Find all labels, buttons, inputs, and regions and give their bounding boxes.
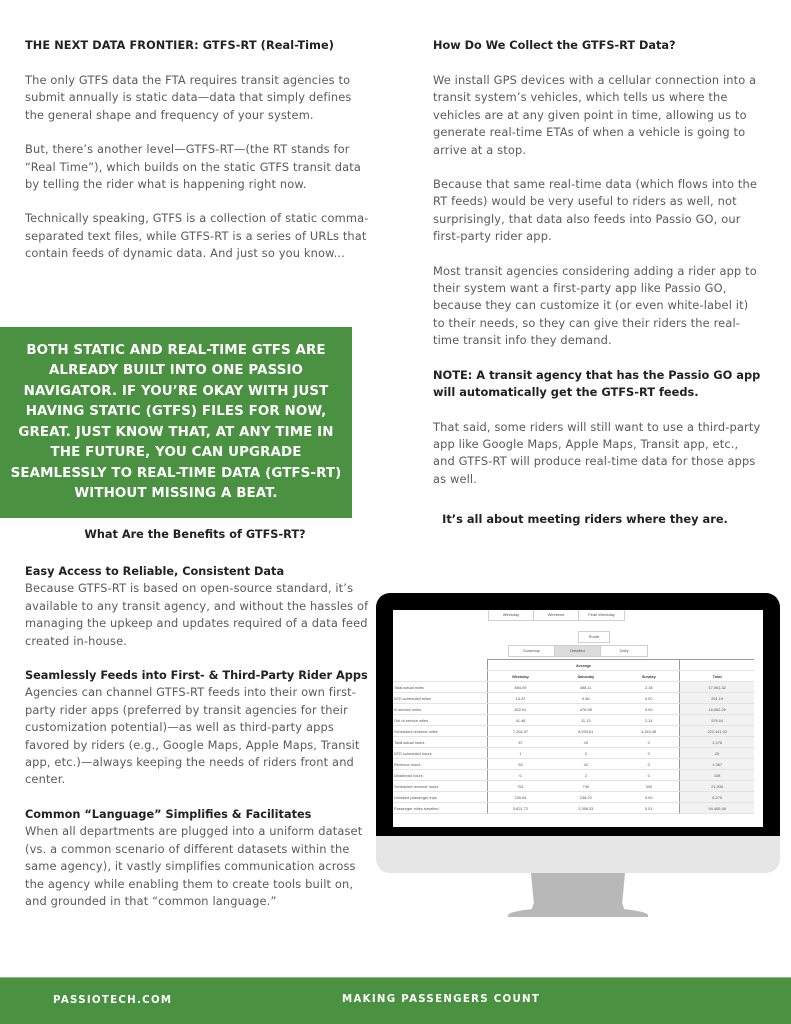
cell-weekday: 7,264.37 [487, 726, 553, 737]
row-label: Unlinked passenger trips [393, 792, 487, 803]
row-label: NTD scheduled hours [393, 748, 487, 759]
table-row [393, 693, 754, 704]
tagline: It’s all about meeting riders where they are. [442, 512, 728, 526]
cell-saturday: 2 [553, 770, 618, 781]
cell-weekday: 6 [487, 770, 553, 781]
section-heading-collect-data: How Do We Collect the GTFS-RT Data? [433, 39, 676, 52]
cell-saturday: 43 [553, 737, 618, 748]
table-row [393, 726, 754, 737]
table-row [393, 781, 754, 792]
cell-saturday: 488.11 [553, 682, 618, 693]
cell-total: 25 [680, 748, 754, 759]
table-row [393, 682, 754, 693]
report-table [393, 659, 754, 814]
table-row [393, 792, 754, 803]
cell-total: 222,441.03 [680, 726, 754, 737]
benefit-item [25, 667, 370, 789]
cell-saturday: 0 [553, 748, 618, 759]
monitor-screen [393, 610, 763, 827]
table-row [393, 715, 754, 726]
cell-weekday: 864.09 [487, 682, 553, 693]
cell-sunday: 0.00 [618, 704, 680, 715]
cell-saturday: 0.56 [553, 693, 618, 704]
cell-sunday: 0 [618, 770, 680, 781]
cell-saturday: 42 [553, 759, 618, 770]
row-label: Passenger miles travelled [393, 803, 487, 814]
row-label: Scheduled revenue hours [393, 781, 487, 792]
benefits-list [25, 563, 370, 927]
column-header-weekday: Weekday [487, 671, 553, 682]
day-filter-weekday[interactable]: Weekday [489, 610, 534, 620]
report-table-body [393, 682, 754, 814]
cell-total: 108 [680, 770, 754, 781]
cell-weekday: 822.61 [487, 704, 553, 715]
table-row [393, 770, 754, 781]
cell-weekday: 53 [487, 759, 553, 770]
callout-text: BOTH STATIC AND REAL-TIME GTFS ARE ALREADY BUILT INTO ONE PASSIO NAVIGATOR. IF YOU’RE OKAY WITH JUST HAVING STATIC (GTFS) FILES FOR NOW, GREAT. JUST KNOW THAT, AT ANY TIME IN THE FUTURE, YOU CAN UPGRADE SEAMLESSLY TO REAL-TIME DATA (GTFS-RT) WITHOUT MISSING A BEAT. [10, 342, 342, 501]
column-header-saturday: Saturday [553, 671, 618, 682]
cell-saturday: 476.98 [553, 704, 618, 715]
average-group-header: Average [487, 660, 680, 671]
cell-total: 1,367 [680, 759, 754, 770]
cell-sunday: 2.18 [618, 682, 680, 693]
cell-weekday: 230.64 [487, 792, 553, 803]
paragraph-technically-speaking: Technically speaking, GTFS is a collection of static comma-separated text files, while GTFS-RT is a series of URLs that contain feeds of dynamic data. And just so you know... [25, 211, 369, 261]
monitor-stand-base [508, 907, 648, 917]
monitor-chin [376, 836, 780, 873]
row-label: Revenue hours [393, 759, 487, 770]
benefit-text: Because GTFS-RT is based on open-source standard, it’s available to any transit agency, and without the hassles of managing the upkeep and updates required of a data feed created in-house. [25, 581, 369, 648]
cell-total: 94,465.48 [680, 803, 754, 814]
left-column [25, 39, 370, 263]
column-header-sunday: Sunday [618, 671, 680, 682]
footer-slogan: MAKING PASSENGERS COUNT [342, 994, 541, 1005]
cell-weekday: 1 [487, 748, 553, 759]
benefit-text: Agencies can channel GTFS-RT feeds into their own first-party rider apps (preferred by transit agencies for their customization potential)—as well as third-party apps favored by riders (e.g., Google Maps, Apple Maps, Transit app, etc.)—always keeping the needs of riders front and center. [25, 685, 360, 787]
cell-total: 16,082.25 [680, 704, 754, 715]
paragraph-first-party-app: Most transit agencies considering adding a rider app to their system want a first-party app like Passio GO, because they can customize it (or even white-label it) to their needs, so they can give their riders the real-time transit info they demand. [433, 263, 757, 348]
section-heading-next-data-frontier: THE NEXT DATA FRONTIER: GTFS-RT (Real-Time) [25, 39, 334, 52]
tab-daily[interactable]: Daily [619, 648, 629, 653]
day-filter-peak-weekday[interactable]: Peak Weekday [588, 612, 615, 617]
cell-sunday: 2.14 [618, 715, 680, 726]
monitor-illustration [376, 593, 780, 873]
cell-sunday: 0.01 [618, 803, 680, 814]
footer-website-link[interactable]: PASSIOTECH.COM [53, 995, 173, 1006]
paragraph-real-time-feeds: Because that same real-time data (which flows into the RT feeds) would be very useful to riders as well, not surprisingly, that data also feeds into Passio GO, our first-party rider app. [433, 177, 758, 244]
benefit-heading: Common “Language” Simplifies & Facilitates [25, 807, 312, 821]
cell-weekday: 57 [487, 737, 553, 748]
paragraph-gps-devices: We install GPS devices with a cellular connection into a transit system’s vehicles, which tells us where the vehicles are at any given point in time, allowing us to generate real-time ETAs of when a vehicle is going to arrive at a stop. [433, 73, 757, 157]
note-passio-go: NOTE: A transit agency that has the Passio GO app will automatically get the GTFS-RT feeds. [433, 367, 761, 400]
row-label: Total actual miles [393, 682, 487, 693]
cell-weekday: 3,821.72 [487, 803, 553, 814]
column-header-total: Total [680, 671, 754, 682]
benefit-item [25, 563, 370, 650]
cell-total: 1,476 [680, 737, 754, 748]
cell-sunday: 0.00 [618, 792, 680, 803]
cell-saturday: 8,093.61 [553, 726, 618, 737]
benefit-text: When all departments are plugged into a uniform dataset (vs. a common scenario of different datasets within the same agency), it vastly simplifies communication across the agency while enabling them to create tools built on, and grounded in that “common language.” [25, 824, 363, 908]
table-row [393, 737, 754, 748]
tab-detailed[interactable]: Detailed [555, 646, 601, 656]
row-label: Total actual hours [393, 737, 487, 748]
cell-saturday: 740 [553, 781, 618, 792]
tab-summary[interactable]: Summary [509, 646, 555, 656]
row-label: Deadhead hours [393, 770, 487, 781]
cell-total: 6,270 [680, 792, 754, 803]
benefit-heading: Seamlessly Feeds into First- & Third-Party Rider Apps [25, 669, 368, 683]
cell-total: 21,930 [680, 781, 754, 792]
row-label: NTD scheduled miles [393, 693, 487, 704]
row-label: In-service miles [393, 704, 487, 715]
table-row [393, 704, 754, 715]
cell-weekday: 41.48 [487, 715, 553, 726]
table-row [393, 759, 754, 770]
paragraph-gtfs-rt-level: But, there’s another level—GTFS-RT—(the RT stands for “Real Time”), which builds on the static GTFS transit data by telling the rider what is happening right now. [25, 142, 362, 192]
callout-box [0, 327, 352, 518]
row-label: Scheduled revenue miles [393, 726, 487, 737]
cell-sunday: 0.00 [618, 693, 680, 704]
cell-total: 291.19 [680, 693, 754, 704]
table-row [393, 803, 754, 814]
monitor-stand [531, 873, 625, 911]
cell-sunday: 4,343.48 [618, 726, 680, 737]
cell-weekday: 751 [487, 781, 553, 792]
footer-bar [0, 977, 791, 1024]
paragraph-fta-static: The only GTFS data the FTA requires transit agencies to submit annually is static data—data that simply defines the general shape and frequency of your system. [25, 73, 352, 122]
cell-total: 17,061.32 [680, 682, 754, 693]
benefit-heading: Easy Access to Reliable, Consistent Data [25, 565, 285, 578]
cell-sunday: 0 [618, 759, 680, 770]
cell-weekday: 13.22 [487, 693, 553, 704]
benefits-heading: What Are the Benefits of GTFS-RT? [84, 528, 306, 541]
paragraph-third-party: That said, some riders will still want to use a third-party app like Google Maps, Apple Maps, Transit app, etc., and GTFS-RT will produce real-time data for those apps as well. [433, 419, 761, 486]
benefit-item [25, 806, 370, 910]
day-filter-segmented [488, 610, 625, 621]
row-label: Out of service miles [393, 715, 487, 726]
cell-saturday: 11.13 [553, 715, 618, 726]
view-tabs [508, 645, 648, 657]
table-row [393, 748, 754, 759]
day-filter-weekend[interactable]: Weekend [534, 610, 579, 620]
cell-total: 979.04 [680, 715, 754, 726]
right-column [433, 39, 763, 488]
cell-saturday: 238.20 [553, 792, 618, 803]
cell-saturday: 3,398.33 [553, 803, 618, 814]
cell-sunday: 339 [618, 781, 680, 792]
cell-sunday: 0 [618, 748, 680, 759]
cell-sunday: 0 [618, 737, 680, 748]
route-button[interactable]: Route [578, 631, 610, 643]
